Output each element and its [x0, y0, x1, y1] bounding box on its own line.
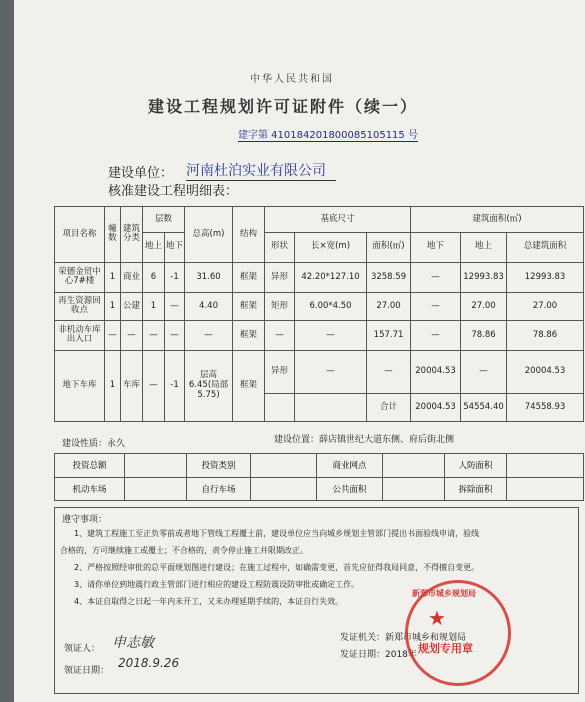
note-1: 1、建筑工程施工至正负零前或者地下管线工程覆土前，建设单位应当向城乡规划主管部门提出书面验线申请，验线: [74, 529, 480, 538]
cell-count: —: [105, 320, 121, 350]
cell-shape: 异形: [265, 262, 295, 292]
cell-type: 商业: [121, 262, 143, 292]
cell-total: 12993.83: [507, 262, 584, 292]
cell-total: 20004.53: [507, 351, 584, 394]
cell-area: 157.71: [367, 320, 411, 350]
build-location: 建设位置：薛店镇世纪大道东侧、府后街北侧: [274, 435, 455, 445]
cell-under: 20004.53: [411, 351, 461, 394]
permit-number: 建字第 410184201800085105115 号: [238, 126, 418, 142]
cell-name: 非机动车库出入口: [55, 320, 105, 350]
cell-shape: —: [265, 320, 295, 350]
col-base: 基底尺寸: [265, 207, 411, 233]
detail-title: 核准建设工程明细表：: [108, 184, 239, 199]
col-ground: 地上: [461, 232, 507, 262]
page-edge: [0, 0, 14, 702]
cell-type: 车库: [121, 351, 143, 422]
cell-ground: 12993.83: [461, 262, 507, 292]
cell-struct: 框架: [233, 351, 265, 422]
table-row: [55, 320, 584, 350]
cell-under: —: [411, 320, 461, 350]
cell-total: 27.00: [507, 292, 584, 320]
cell-name: 地下车库: [55, 351, 105, 422]
build-nature: 建设性质：永久: [62, 439, 126, 449]
col-type: 建筑分类: [121, 207, 143, 263]
investment-table: [54, 453, 584, 501]
cell-below: —: [165, 292, 185, 320]
sum-total: 74558.93: [507, 394, 584, 422]
cell-area: 27.00: [367, 292, 411, 320]
inv-civil-label: 人防面积: [445, 454, 507, 478]
note-4: 4、本证自取得之日起一年内未开工，又未办理延期手续的，本证自行失效。: [74, 597, 344, 606]
document-title: 建设工程规划许可证附件（续一）: [148, 97, 419, 116]
project-table: [54, 206, 584, 422]
table-row: [55, 351, 584, 394]
unit-value: 河南杜泊实业有限公司: [186, 160, 336, 181]
table-row: [55, 292, 584, 320]
inv-type-label: 投资类别: [187, 454, 251, 478]
cell-lw: —: [295, 320, 367, 350]
note-3: 3、请你单位到地震行政主管部门进行相应的建设工程防震设防审批或确定工作。: [74, 580, 360, 589]
cell-above: —: [143, 351, 165, 422]
note-2: 2、严格按照经审批的总平面规划图进行建设；在施工过程中，如确需变更，首先应征得我局同意，不得擅自变更。: [74, 563, 480, 572]
cell-lw: 6.00*4.50: [295, 292, 367, 320]
sum-under: 20004.53: [411, 394, 461, 422]
country-name: 中华人民共和国: [250, 74, 334, 85]
col-total: 总建筑面积: [507, 232, 584, 262]
cell-height: 层高6.45(局部5.75): [185, 351, 233, 422]
cell-total: 78.86: [507, 320, 584, 350]
cell-ground: 78.86: [461, 320, 507, 350]
unit-label: 建设单位：: [108, 166, 174, 181]
inv-demolish-label: 拆除面积: [445, 477, 507, 501]
note-1b: 合格的，方可继续施工或覆土；不合格的，责令停止施工并限期改正。: [60, 546, 308, 555]
cell-above: —: [143, 320, 165, 350]
sum-ground: 54554.40: [461, 394, 507, 422]
date-signature: 2018.9.26: [118, 656, 180, 670]
col-under: 地下: [411, 232, 461, 262]
cell-lw: —: [295, 351, 367, 394]
seal-text: 规划专用章: [418, 642, 473, 655]
cell-above: 1: [143, 292, 165, 320]
cell-ground: —: [461, 351, 507, 394]
cell-under: —: [411, 262, 461, 292]
cell-name: 荣德金贸中心7#楼: [55, 262, 105, 292]
cell-struct: 框架: [233, 262, 265, 292]
cell-height: 4.40: [185, 292, 233, 320]
col-layers: 层数: [143, 207, 185, 233]
handler-signature: 申志敏: [112, 635, 154, 651]
cell-area: —: [367, 351, 411, 394]
col-above: 地上: [143, 232, 165, 262]
receive-date-label: 领证日期：: [64, 666, 110, 676]
cell-name: 再生资源回收点: [55, 292, 105, 320]
col-count: 幢数: [105, 207, 121, 263]
cell-height: 31.60: [185, 262, 233, 292]
cell-area: 3258.59: [367, 262, 411, 292]
col-struct: 结构: [233, 207, 265, 263]
issue-date: 发证日期：2018年: [340, 650, 417, 660]
col-below: 地下: [165, 232, 185, 262]
cell-type: —: [121, 320, 143, 350]
cell-above: 6: [143, 262, 165, 292]
inv-commercial-label: 商业网点: [317, 454, 383, 478]
cell-struct: 框架: [233, 320, 265, 350]
col-area: 面积(㎡): [367, 232, 411, 262]
inv-bike-label: 自行车场: [187, 477, 251, 501]
inv-green-label: 公共面积: [317, 477, 383, 501]
seal-ring-text: 新郑市城乡规划局: [412, 589, 476, 598]
col-height: 总高(m): [185, 207, 233, 263]
cell-shape: 矩形: [265, 292, 295, 320]
cell-under: —: [411, 292, 461, 320]
col-lw: 长×宽(m): [295, 232, 367, 262]
cell-lw: 42.20*127.10: [295, 262, 367, 292]
handler-label: 领证人：: [64, 644, 101, 654]
inv-total-label: 投资总额: [55, 454, 125, 478]
sum-label: 合计: [367, 394, 411, 422]
table-row: [55, 262, 584, 292]
cell-below: —: [165, 320, 185, 350]
cell-count: 1: [105, 351, 121, 422]
cell-below: -1: [165, 351, 185, 422]
issuer: 发证机关：新郑市城乡和规划局: [340, 633, 467, 643]
col-build: 建筑面积(㎡): [411, 207, 584, 233]
col-shape: 形状: [265, 232, 295, 262]
cell-struct: 框架: [233, 292, 265, 320]
cell-ground: 27.00: [461, 292, 507, 320]
cell-count: 1: [105, 262, 121, 292]
cell-shape: 异形: [265, 351, 295, 394]
cell-type: 公建: [121, 292, 143, 320]
cell-count: 1: [105, 292, 121, 320]
seal-star-icon: ★: [428, 606, 446, 630]
notes-title: 遵守事项：: [62, 515, 108, 525]
col-name: 项目名称: [55, 207, 105, 263]
inv-motor-label: 机动车场: [55, 477, 125, 501]
cell-height: —: [185, 320, 233, 350]
cell-below: -1: [165, 262, 185, 292]
